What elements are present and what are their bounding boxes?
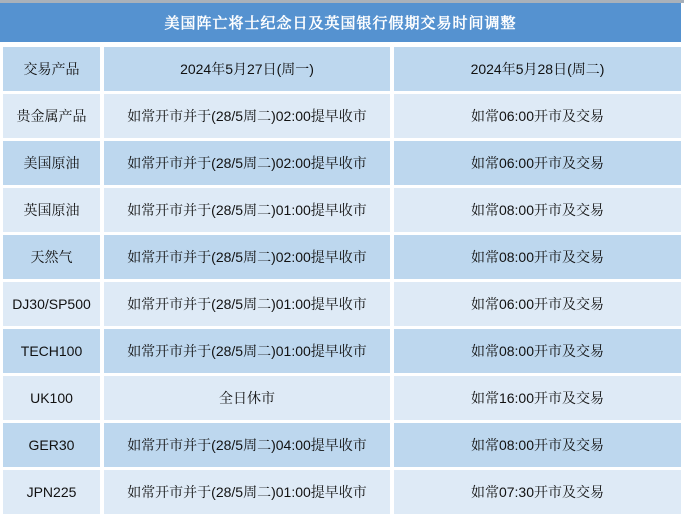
tuesday-cell: 如常08:00开市及交易 <box>394 329 681 373</box>
product-cell: 美国原油 <box>3 141 100 185</box>
product-cell: 贵金属产品 <box>3 94 100 138</box>
monday-cell: 如常开市并于(28/5周二)01:00提早收市 <box>104 188 390 232</box>
tuesday-cell: 如常08:00开市及交易 <box>394 423 681 467</box>
monday-cell: 如常开市并于(28/5周二)02:00提早收市 <box>104 94 390 138</box>
monday-cell: 如常开市并于(28/5周二)02:00提早收市 <box>104 141 390 185</box>
monday-cell: 全日休市 <box>104 376 390 420</box>
trading-hours-table <box>0 47 684 514</box>
tuesday-cell: 如常08:00开市及交易 <box>394 188 681 232</box>
monday-cell: 如常开市并于(28/5周二)01:00提早收市 <box>104 470 390 514</box>
column-header-tuesday: 2024年5月28日(周二) <box>394 47 681 91</box>
product-cell: UK100 <box>3 376 100 420</box>
product-cell: TECH100 <box>3 329 100 373</box>
monday-cell: 如常开市并于(28/5周二)04:00提早收市 <box>104 423 390 467</box>
product-cell: DJ30/SP500 <box>3 282 100 326</box>
column-header-product: 交易产品 <box>3 47 100 91</box>
product-cell: JPN225 <box>3 470 100 514</box>
tuesday-cell: 如常06:00开市及交易 <box>394 94 681 138</box>
tuesday-cell: 如常06:00开市及交易 <box>394 282 681 326</box>
product-cell: 天然气 <box>3 235 100 279</box>
tuesday-cell: 如常06:00开市及交易 <box>394 141 681 185</box>
tuesday-cell: 如常08:00开市及交易 <box>394 235 681 279</box>
product-cell: 英国原油 <box>3 188 100 232</box>
product-cell: GER30 <box>3 423 100 467</box>
column-header-monday: 2024年5月27日(周一) <box>104 47 390 91</box>
monday-cell: 如常开市并于(28/5周二)02:00提早收市 <box>104 235 390 279</box>
notice-title: 美国阵亡将士纪念日及英国银行假期交易时间调整 <box>0 3 681 42</box>
tuesday-cell: 如常07:30开市及交易 <box>394 470 681 514</box>
monday-cell: 如常开市并于(28/5周二)01:00提早收市 <box>104 282 390 326</box>
monday-cell: 如常开市并于(28/5周二)01:00提早收市 <box>104 329 390 373</box>
tuesday-cell: 如常16:00开市及交易 <box>394 376 681 420</box>
